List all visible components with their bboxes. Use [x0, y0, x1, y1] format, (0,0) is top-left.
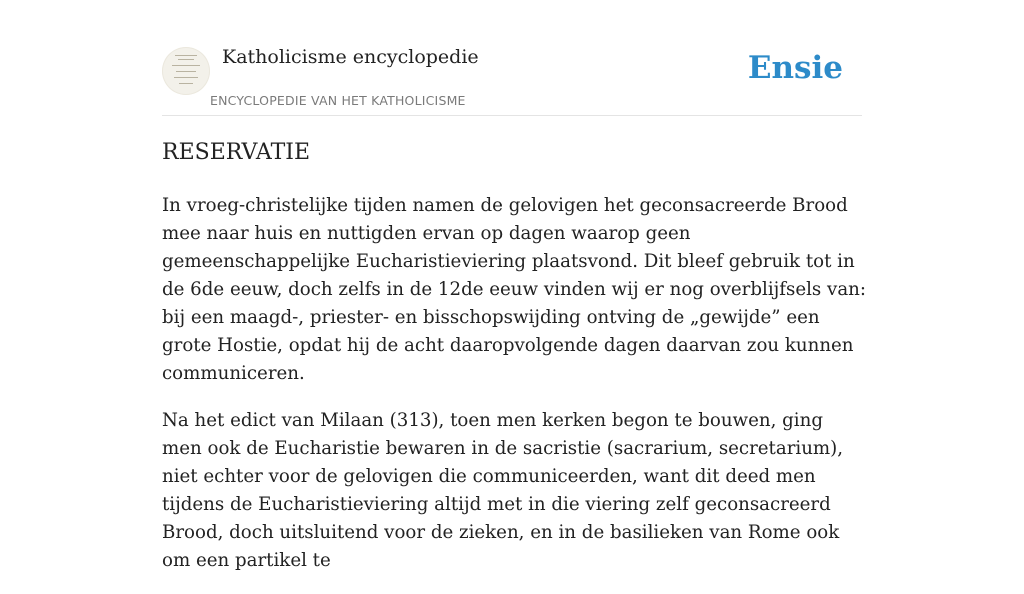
site-title[interactable]: Katholicisme encyclopedie	[222, 46, 479, 68]
article-paragraph: In vroeg-christelijke tijden namen de gelovigen het geconsacreerde Brood mee naar huis en nuttigden ervan op dagen waarop geen gemeenschappelijke Eucharistieviering plaatsvond. Dit bleef gebruik tot in de 6de eeuw, doch zelfs in de 12de eeuw vinden wij er nog overblijfsels van: bij een maagd-, priester- en bisschopswijding ontving de „gewijde” een grote Hostie, opdat hij de acht daaropvolgende dagen daarvan zou kunnen communiceren.	[162, 195, 867, 384]
article-title: RESERVATIE	[162, 140, 311, 165]
site-header	[162, 40, 862, 116]
ensie-logo[interactable]: Ensie	[747, 50, 843, 86]
book-cover-image[interactable]	[162, 47, 210, 95]
article-body	[162, 192, 867, 594]
article-paragraph: Na het edict van Milaan (313), toen men kerken begon te bouwen, ging men ook de Eucharistie bewaren in de sacristie (sacrarium, secretarium), niet echter voor de gelovigen die communiceerden, want dit deed men tijdens de Eucharistieviering altijd met in die viering zelf geconsacreerd Brood, doch uitsluitend voor de zieken, en in de basilieken van Rome ook om een partikel te	[162, 410, 844, 571]
site-subtitle: ENCYCLOPEDIE VAN HET KATHOLICISME	[210, 93, 466, 108]
